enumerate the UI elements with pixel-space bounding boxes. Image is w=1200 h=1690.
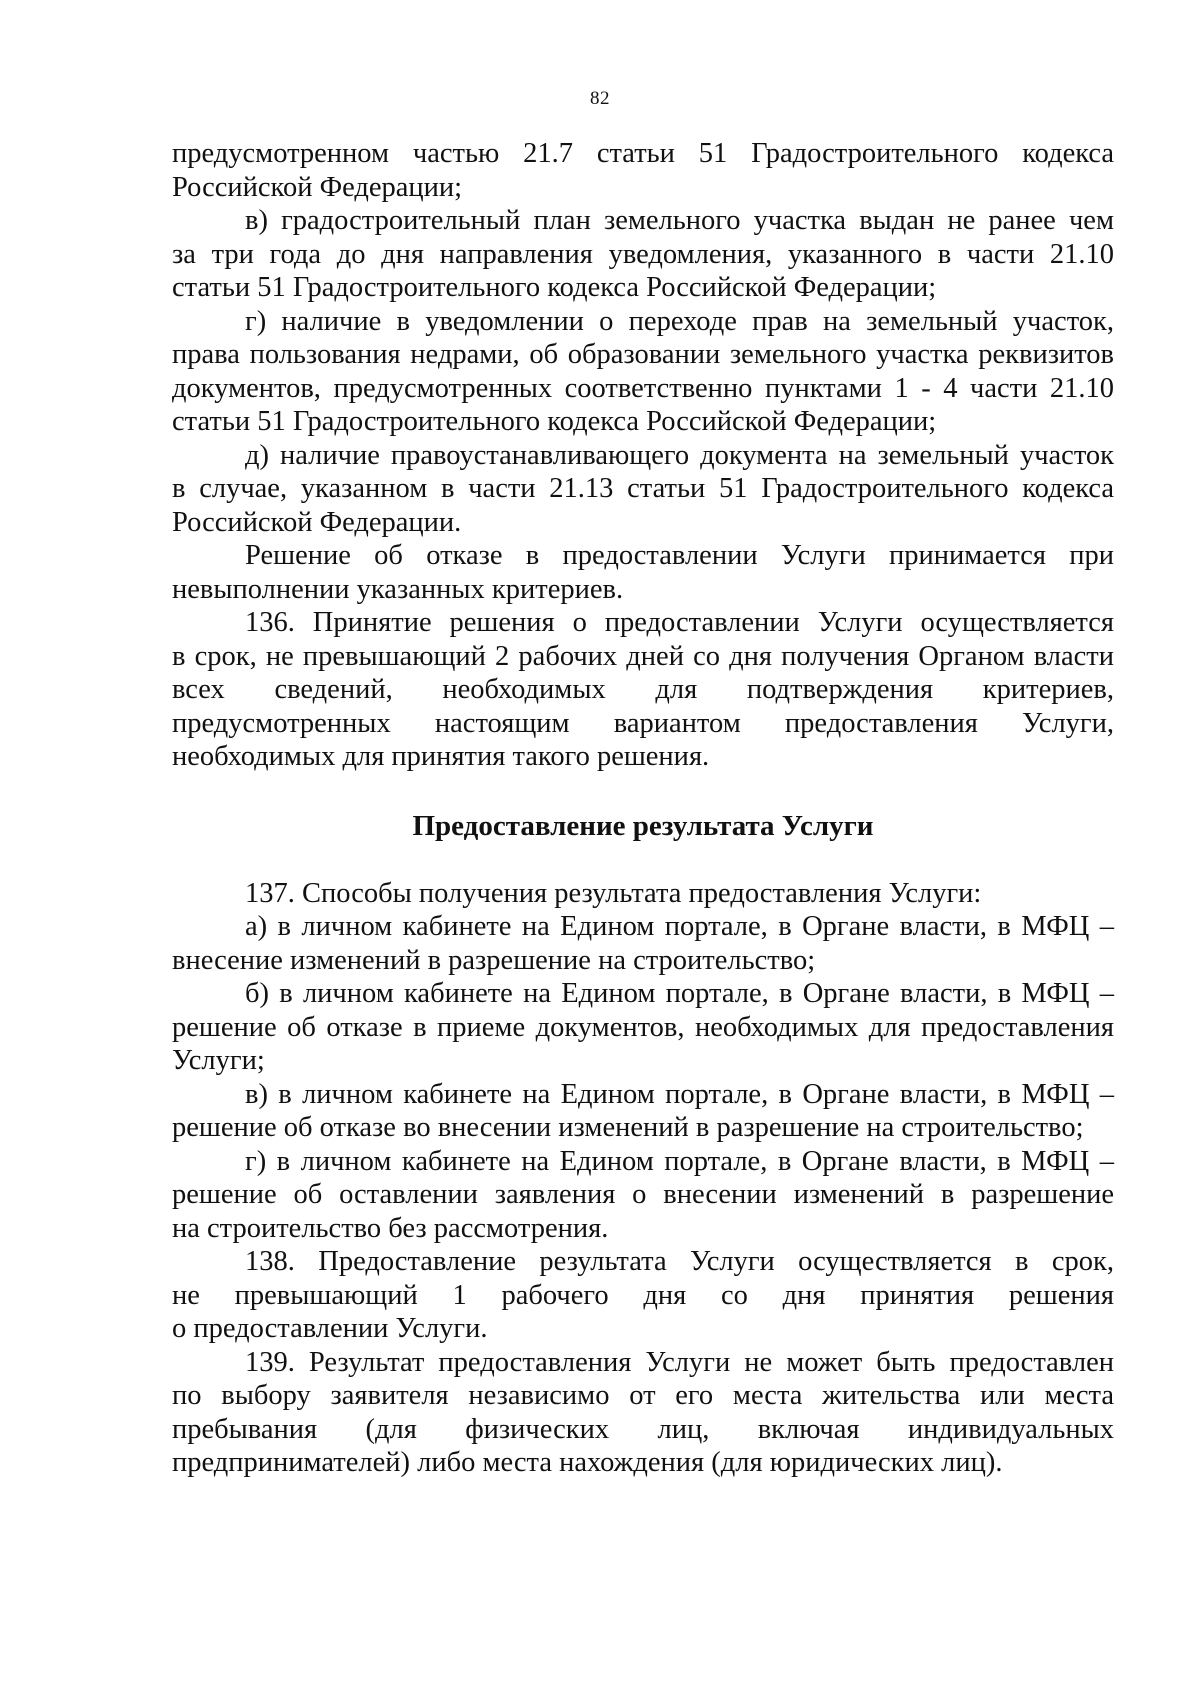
text-line: всех сведений, необходимых для подтверждения критериев, (172, 674, 1114, 705)
text-line: в случае, указанном в части 21.13 статьи 51 Градостроительного кодекса (172, 473, 1114, 504)
paragraph-p139 (172, 1346, 1114, 1480)
paragraph-p137-v (172, 1078, 1114, 1145)
text-line: г) в личном кабинете на Едином портале, в Органе власти, в МФЦ – (245, 1145, 1114, 1177)
text-line: Российской Федерации. (172, 506, 462, 538)
text-line: статьи 51 Градостроительного кодекса Российской Федерации; (172, 406, 937, 437)
text-line: за три года до дня направления уведомления, указанного в части 21.10 (172, 238, 1114, 270)
paragraph-item-v (172, 204, 1114, 305)
paragraph-p137-a (172, 910, 1114, 977)
text-line: в срок, не превышающий 2 рабочих дней со дня получения Органом власти (172, 640, 1114, 672)
paragraph-continuation (172, 137, 1114, 204)
text-line: б) в личном кабинете на Едином портале, в Органе власти, в МФЦ – (245, 978, 1114, 1009)
text-line: в) градостроительный план земельного участка выдан не ранее чем (245, 205, 1114, 236)
text-line: о предоставлении Услуги. (172, 1313, 488, 1344)
text-line: Услуги; (172, 1045, 265, 1076)
paragraph-p136 (172, 606, 1114, 774)
page-number: 82 (590, 88, 610, 109)
section-heading: Предоставление результата Услуги (412, 809, 874, 842)
text-line: на строительство без рассмотрения. (172, 1212, 609, 1244)
document-body (172, 137, 1114, 1480)
section-criteria (172, 137, 1114, 774)
text-line: решение об оставлении заявления о внесении изменений в разрешение (172, 1179, 1114, 1210)
text-line: 138. Предоставление результата Услуги осуществляется в срок, (245, 1246, 1114, 1277)
text-line: в) в личном кабинете на Едином портале, в Органе власти, в МФЦ – (245, 1078, 1114, 1110)
paragraph-p137 (172, 877, 1114, 911)
paragraph-item-d (172, 439, 1114, 540)
text-line: г) наличие в уведомлении о переходе прав на земельный участок, (245, 305, 1114, 337)
section-result (172, 877, 1114, 1480)
text-line: предусмотренных настоящим вариантом предоставления Услуги, (172, 707, 1114, 739)
text-line: д) наличие правоустанавливающего документа на земельный участок (245, 439, 1114, 471)
text-line: 136. Принятие решения о предоставлении Услуги осуществляется (245, 607, 1114, 638)
text-line: внесение изменений в разрешение на строительство; (172, 944, 816, 976)
text-line: а) в личном кабинете на Едином портале, в Органе власти, в МФЦ – (245, 911, 1114, 942)
text-line: права пользования недрами, об образовании земельного участка реквизитов (172, 339, 1114, 370)
text-line: 137. Способы получения результата предоставления Услуги: (245, 877, 982, 909)
text-line: пребывания (для физических лиц, включая индивидуальных (172, 1413, 1114, 1445)
text-line: необходимых для принятия такого решения. (172, 741, 710, 772)
text-line: по выбору заявителя независимо от его места жительства или места (172, 1380, 1114, 1411)
text-line: статьи 51 Градостроительного кодекса Российской Федерации; (172, 272, 937, 303)
paragraph-p138 (172, 1245, 1114, 1346)
text-line: невыполнении указанных критериев. (172, 573, 624, 605)
text-line: 139. Результат предоставления Услуги не может быть предоставлен (245, 1346, 1114, 1378)
text-line: решение об отказе во внесении изменений в разрешение на строительство; (172, 1112, 1084, 1143)
text-line: документов, предусмотренных соответственно пунктами 1 - 4 части 21.10 (172, 372, 1114, 404)
paragraph-refusal (172, 539, 1114, 606)
paragraph-item-g (172, 305, 1114, 439)
text-line: решение об отказе в приеме документов, необходимых для предоставления (172, 1011, 1114, 1043)
text-line: Решение об отказе в предоставлении Услуги принимается при (245, 540, 1114, 571)
paragraph-p137-b (172, 977, 1114, 1078)
text-line: не превышающий 1 рабочего дня со дня принятия решения (172, 1279, 1114, 1311)
text-line: предпринимателей) либо места нахождения (для юридических лиц). (172, 1447, 1003, 1478)
text-line: Российской Федерации; (172, 171, 463, 203)
text-line: предусмотренном частью 21.7 статьи 51 Градостроительного кодекса (172, 138, 1114, 169)
paragraph-p137-g (172, 1145, 1114, 1246)
